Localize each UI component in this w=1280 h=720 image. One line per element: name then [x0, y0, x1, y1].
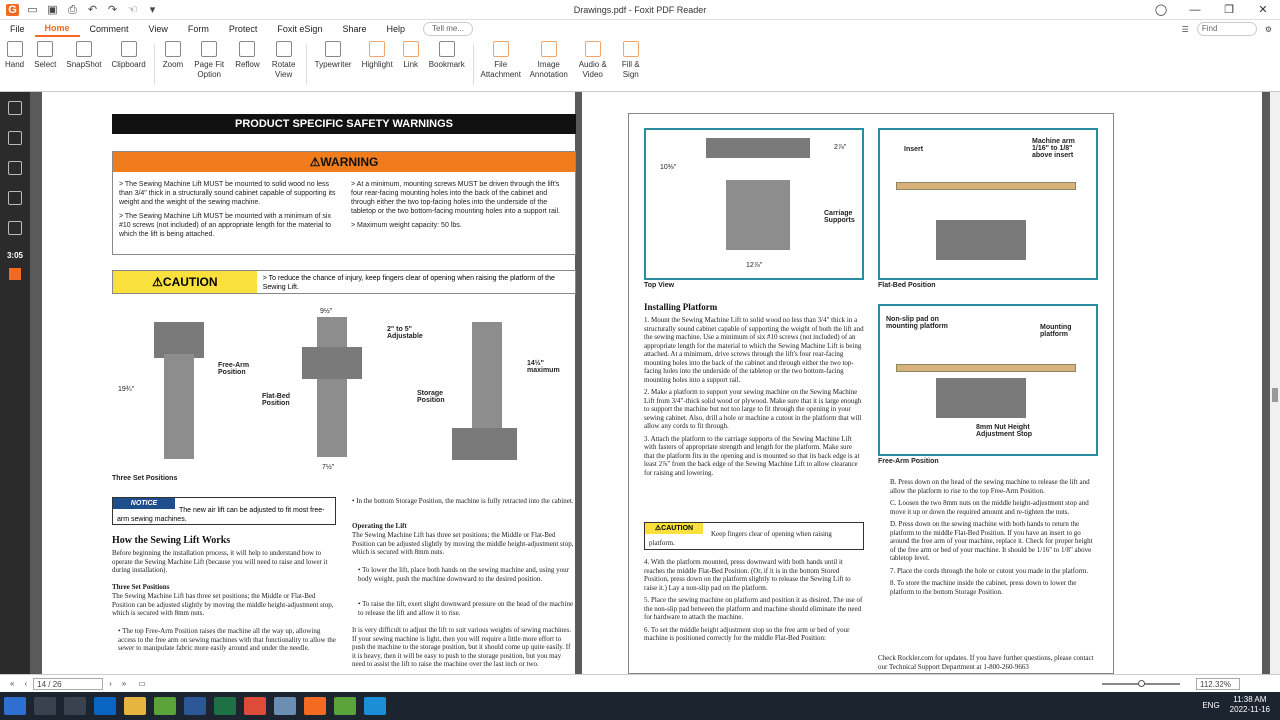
select-icon [37, 41, 53, 57]
clipboard-tool[interactable] [107, 38, 151, 91]
bookmarks-icon[interactable] [8, 101, 22, 115]
print-icon[interactable]: ⎙ [68, 3, 77, 16]
zoom-icon [165, 41, 181, 57]
tool-label: Bookmark [428, 60, 465, 69]
tool-label: Rotate View [271, 60, 296, 79]
install-step: 8. To store the machine inside the cabinet, press down to lower the platform to the bottom Storage Position. [890, 579, 1077, 596]
teamviewer-icon[interactable] [364, 697, 386, 715]
fill-sign-tool[interactable] [613, 38, 649, 91]
how-heading: How the Sewing Lift Works [112, 535, 231, 546]
caution-box-right [644, 522, 864, 550]
install-step: 1. Mount the Sewing Machine Lift to solid wood no less than 3/4" thick in a structurally sound cabinet capable of supporting the weight of both the lift and the sewing machine. Use a minimum of six #10 screws (not included) of an appropriate length for the material to which the Sewing Machine Lift is being attached. At a minimum, drive screws through the lift's four rear-facing mounting holes into the back of the cabinet and through either the two top-facing holes into the underside of the tabletop or the two bottom-facing mounting holes into a support rail. [644, 316, 864, 384]
search-icon[interactable] [34, 697, 56, 715]
lower-bullet: • To lower the lift, place both hands on the sewing machine and, using your body weight, push the machine downward to the desired position. [358, 566, 570, 583]
menu-bar [0, 20, 1280, 38]
start-icon[interactable] [4, 697, 26, 715]
dim-label: 12⅞" [746, 262, 763, 269]
bookmark-icon [439, 41, 455, 57]
install-substep: C. Loosen the two 8mm nuts on the middle height-adjustment stop and move it up or down the required amount and re-tighten the nuts. [890, 499, 1089, 516]
how-text: Before beginning the installation process, it will help to understand how to operate the Sewing Machine Lift (because you will need to raise and lower it during installation). [112, 549, 328, 574]
rotate-icon [276, 41, 292, 57]
warning-title: ⚠WARNING [113, 152, 575, 172]
caution-box [112, 270, 576, 294]
cv-app-icon[interactable] [154, 697, 176, 715]
dim-label: 7½" [322, 464, 335, 471]
tool-label: Zoom [162, 60, 184, 69]
audio-video-tool[interactable] [573, 38, 613, 91]
install-step: 4. With the platform mounted, press downward with both hands until it reaches the middle Flat-Bed Position. (Or, if it is in the bottom Stored Position, press down on the platform slightly to release the Sewing Lift to raise it.) Lay a non-slip pad on the platform. [644, 558, 851, 592]
free-arm-caption: Free-Arm Position [878, 458, 939, 465]
safety-header: PRODUCT SPECIFIC SAFETY WARNINGS [112, 114, 576, 134]
undo-icon[interactable]: ↶ [87, 3, 98, 16]
highlight-icon [369, 41, 385, 57]
caution-title: ⚠CAUTION [113, 271, 257, 293]
three-text: The Sewing Machine Lift has three set positions; the Middle or Flat-Bed Position can be adjusted slightly by moving the middle height-adjustment stop, which is secured with 8mm nuts. [112, 592, 334, 617]
recording-timer: 3:05 [6, 251, 23, 260]
three-heading: Three Set Positions [112, 583, 170, 591]
install-step: 2. Make a platform to support your sewing machine on the Sewing Machine Lift from 3/4"-thick solid wood or plywood. Make sure that it is large enough to support the machine but not too large to fit through the opening in your sewing cabinet. Also, drill a hole or machine a cutout in the platform that will allow any cords to fit through. [644, 388, 862, 430]
warning-box [112, 151, 576, 255]
status-bar [0, 674, 1280, 692]
adjustable-label: 2" to 5" Adjustable [387, 326, 423, 340]
close-button[interactable]: ✕ [1258, 4, 1268, 16]
flat-bed-caption: Flat-Bed Position [878, 282, 936, 289]
settings-icon[interactable]: ⚙ [1264, 24, 1272, 34]
install-step: 3. Attach the platform to the carriage supports of the Sewing Machine Lift with fasters of appropriate strength and length for the platform. Make sure that the platform fits in the opening and is mounted so that its back edge is at least 2⅞" from the back edge of the Sewing Machine Lift to allow clearance for raising and lowering. [644, 434, 860, 477]
operating-text: The Sewing Machine Lift has three set positions; the Middle or Flat-Bed Position can be adjusted slightly by moving the middle height-adjustment stop, which is secured with 8mm nuts. [352, 531, 574, 556]
tool-label: Fill & Sign [621, 60, 640, 79]
tool-label: Link [403, 60, 419, 69]
tool-label: Image Annotation [529, 60, 568, 79]
menu-form[interactable]: Form [187, 24, 209, 34]
tool-label: Page Fit Option [194, 60, 225, 79]
image-annotation-tool[interactable] [525, 38, 573, 91]
menu-comment[interactable]: Comment [89, 24, 129, 34]
three-positions-caption: Three Set Positions [112, 475, 178, 482]
prev-page-icon[interactable]: ‹ [24, 679, 28, 688]
machine-arm-label: Machine arm 1/16" to 1/8" above insert [1032, 138, 1075, 159]
open-folder-icon[interactable]: ▭ [27, 3, 38, 16]
excel-icon[interactable] [214, 697, 236, 715]
record-stop-icon[interactable] [9, 268, 21, 280]
caution-text: Keep fingers clear of opening when raising platform. [649, 530, 832, 547]
snapshot-tool[interactable] [61, 38, 106, 91]
notepad-icon[interactable] [274, 697, 296, 715]
dim-label: 10⅜" [660, 164, 677, 171]
install-heading: Installing Platform [644, 302, 718, 312]
tool-label: Highlight [361, 60, 393, 69]
zoom-slider[interactable] [1102, 683, 1180, 685]
tool-label: Hand [5, 60, 25, 69]
free-arm-figure [878, 304, 1098, 456]
ribbon-toolbar [0, 38, 1280, 92]
layers-icon[interactable] [8, 191, 22, 205]
page-fit-tool[interactable] [188, 38, 230, 91]
free-arm-bullet: • The top Free-Arm Position raises the machine all the way up, allowing access to the free arm on sewing machines with that functionality to allow the sewer to manipulate fabric more easily around and under the needle. [118, 627, 336, 652]
word-icon[interactable] [184, 697, 206, 715]
tell-me-input[interactable]: Tell me... [423, 22, 473, 36]
dim-label: 2⅞" [834, 144, 847, 151]
last-page-icon[interactable]: » [121, 679, 127, 688]
next-page-icon[interactable]: › [109, 679, 112, 688]
highlight-tool[interactable] [357, 38, 398, 91]
language-indicator[interactable]: ENG [1202, 700, 1220, 710]
install-step: 6. To set the middle height adjustment stop so the free arm or bed of your machine is positioned correctly for the middle Flat-Bed Position: [644, 625, 850, 642]
notice-text: The new air lift can be adjusted to fit most free-arm sewing machines. [117, 507, 325, 523]
menu-home[interactable]: Home [35, 21, 80, 37]
clock[interactable] [1230, 695, 1270, 715]
outlook-icon[interactable] [94, 697, 116, 715]
chrome-icon[interactable] [244, 697, 266, 715]
system-tray [1202, 695, 1270, 715]
install-step: 5. Place the sewing machine on platform and position it as desired. The use of the non-slip pad between the platform and machine should eliminate the need for hardware to attach the machine. [644, 596, 863, 621]
hand-icon [7, 41, 23, 57]
install-substep: D. Press down on the sewing machine with both hands to return the platform to the middle Flat-Bed Position. If you have an insert to go around the free arm of your machine, replace it. Check for proper height of the free arm or bed of your machine. It should be 1/16" to 1/8" above tabletop level. [890, 520, 1093, 562]
rotate-view-tool[interactable] [265, 38, 303, 91]
warning-col-1 [119, 180, 339, 244]
quick-access-toolbar [0, 4, 159, 16]
nut-label: 8mm Nut Height Adjustment Stop [976, 424, 1032, 438]
install-steps [644, 316, 864, 481]
tool-label: Typewriter [314, 60, 352, 69]
zoom-level-input[interactable]: 112.32% [1196, 678, 1240, 690]
zoom-tool[interactable] [158, 38, 188, 91]
clipboard-icon [121, 41, 137, 57]
document-view[interactable] [30, 92, 1270, 674]
mounting-label: Mounting platform [1040, 324, 1072, 338]
attachments-icon[interactable] [8, 221, 22, 235]
warning-item: > Maximum weight capacity: 50 lbs. [351, 222, 462, 229]
reflow-icon [239, 41, 255, 57]
first-page-icon[interactable]: « [10, 679, 15, 688]
clock-time: 11:38 AM [1233, 695, 1267, 704]
install-substeps [890, 478, 1096, 600]
window-title: Drawings.pdf - Foxit PDF Reader [573, 5, 707, 15]
max-label: 14½" maximum [527, 360, 560, 374]
ribbon-options-icon[interactable]: ☰ [1181, 24, 1189, 34]
page-footer: Check Rockler.com for updates. If you have further questions, please contact our Technical Support Department at 1-800-260-9663 [878, 654, 1094, 671]
difficult-text: It is very difficult to adjust the lift to suit various weights of sewing machines. If your sewing machine is light, then you will require a little more effort to push the machine to the storage position, but it should come up quite easily. If it is heavy, then it will be easy to push to the storage position, but you may need to assist the lift to raise the machine over the last inch or two. [352, 626, 571, 668]
pages-icon[interactable] [8, 131, 22, 145]
operating-heading: Operating the Lift [352, 522, 407, 530]
minimize-button[interactable]: — [1189, 4, 1201, 16]
link-tool[interactable] [398, 38, 424, 91]
hand-icon[interactable]: ☜ [127, 3, 138, 16]
zoom-slider-knob[interactable] [1138, 680, 1145, 687]
tool-label: Audio & Video [578, 60, 607, 79]
install-steps-2 [644, 558, 864, 674]
tool-label: Select [34, 60, 57, 69]
caution-text: > To reduce the chance of injury, keep fingers clear of opening when raising the platform of the Sewing Lift. [262, 275, 555, 291]
snapshot-icon [76, 41, 92, 57]
foxit-logo-icon: G [6, 4, 19, 16]
notice-box [112, 497, 336, 525]
file-explorer-icon[interactable] [124, 697, 146, 715]
notice-label: NOTICE [113, 498, 175, 509]
redo-icon[interactable]: ↷ [107, 3, 118, 16]
file-attachment-tool[interactable] [477, 38, 525, 91]
tool-label: SnapShot [66, 60, 102, 69]
menu-foxit-esign[interactable]: Foxit eSign [277, 24, 323, 34]
flat-bed-figure [878, 128, 1098, 280]
menu-protect[interactable]: Protect [228, 24, 258, 34]
left-navigation-panel [0, 92, 30, 674]
fill-sign-icon [623, 41, 639, 57]
warning-item: > The Sewing Machine Lift MUST be mounted with a minimum of six #10 screws (not included) of an appropriate length for the material to which the lift is being attached. [119, 213, 332, 238]
page-display-icon[interactable]: ▭ [138, 679, 146, 688]
file-attachment-icon [493, 41, 509, 57]
menu-view[interactable]: View [148, 24, 168, 34]
page-fit-icon [201, 41, 217, 57]
image-annotation-icon [541, 41, 557, 57]
warning-col-2 [351, 180, 571, 235]
warning-item: > The Sewing Machine Lift MUST be mounted to solid wood no less than 3/4" thick in a structurally sound cabinet capable of supporting its weight and the weight of the sewing machine. [119, 181, 336, 206]
install-substep: B. Press down on the head of the sewing machine to release the lift and allow the platform to rise to the top Free-Arm Position. [890, 478, 1090, 495]
nonslip-label: Non-slip pad on mounting platform [886, 316, 948, 330]
reflow-tool[interactable] [230, 38, 264, 91]
raise-bullet: • To raise the lift, exert slight downward pressure on the head of the machine to release the lift and allow it to rise. [358, 600, 574, 617]
clock-date: 2022-11-16 [1229, 705, 1270, 714]
dim-label: 19¾" [118, 386, 135, 393]
free-arm-label: Free-Arm Position [218, 362, 250, 376]
task-view-icon[interactable] [64, 697, 86, 715]
tool-label: File Attachment [480, 60, 521, 79]
title-bar [0, 0, 1280, 20]
pdf-page-right [582, 92, 1262, 674]
hand-tool[interactable] [0, 38, 29, 91]
vertical-scrollbar[interactable] [1270, 92, 1280, 674]
insert-label: Insert [904, 146, 924, 153]
page-number-input[interactable]: 14 / 26 [33, 678, 103, 690]
tool-label: Clipboard [111, 60, 146, 69]
customize-icon[interactable]: ▾ [149, 3, 156, 16]
warning-item: > At a minimum, mounting screws MUST be driven through the lift's four rear-facing mounting holes into the back of the cabinet and through either the two top-facing holes into the underside of the tabletop or the two bottom-facing mounting holes into a support rail. [351, 181, 560, 215]
typewriter-icon [325, 41, 341, 57]
menu-file[interactable]: File [10, 24, 25, 34]
typewriter-tool[interactable] [310, 38, 357, 91]
top-view-caption: Top View [644, 282, 675, 289]
dim-label: 9½" [320, 308, 333, 315]
carriage-label: Carriage Supports [824, 210, 855, 224]
tool-label: Reflow [235, 60, 260, 69]
audio-video-icon [585, 41, 601, 57]
account-icon[interactable]: ◯ [1154, 4, 1168, 16]
install-step: 7. Place the cords through the hole or cutout you made in the platform. [890, 566, 1089, 575]
bookmark-tool[interactable] [424, 38, 470, 91]
foxit-taskbar-icon[interactable] [304, 697, 326, 715]
windows-taskbar [0, 692, 1280, 720]
pdf-page-left [42, 92, 575, 674]
caution-title: ⚠CAUTION [645, 523, 703, 534]
save-icon[interactable]: ▣ [47, 3, 58, 16]
menu-help[interactable]: Help [386, 24, 405, 34]
restore-button[interactable]: ❐ [1224, 4, 1234, 16]
link-icon [403, 41, 419, 57]
storage-label: Storage Position [417, 390, 445, 404]
select-tool[interactable] [29, 38, 61, 91]
scroll-thumb[interactable] [1272, 388, 1278, 402]
flat-bed-label: Flat-Bed Position [262, 393, 290, 407]
comments-icon[interactable] [8, 161, 22, 175]
top-view-figure [644, 128, 864, 280]
cv-app-icon[interactable] [334, 697, 356, 715]
find-input[interactable]: Find [1197, 22, 1257, 36]
storage-bullet: • In the bottom Storage Position, the machine is fully retracted into the cabinet. [352, 497, 574, 505]
menu-share[interactable]: Share [342, 24, 367, 34]
